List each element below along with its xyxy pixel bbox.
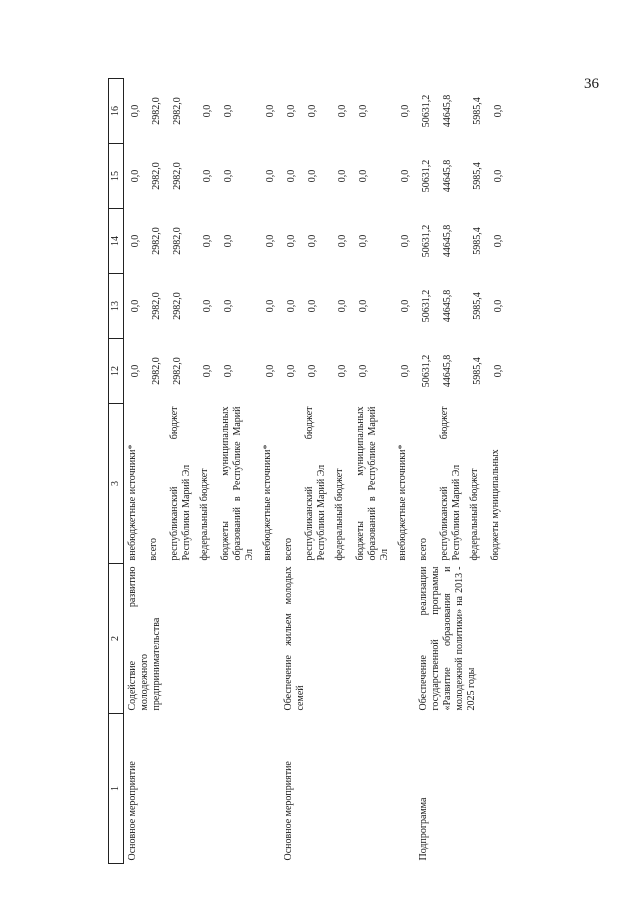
value-cell-col-14: 0,0	[223, 234, 234, 248]
value-cell-col-14: 2982,0	[172, 227, 183, 255]
header-row	[109, 79, 124, 864]
value-cell-col-16: 0,0	[202, 104, 213, 118]
value-cell-col-14: 0,0	[400, 234, 411, 248]
column-header-1: 1	[109, 714, 124, 864]
value-cell-col-14: 0,0	[493, 234, 504, 248]
page-number: 36	[584, 76, 599, 92]
value-cell-col-12: 2982,0	[172, 357, 183, 385]
value-cell-col-12: 0,0	[286, 364, 297, 378]
value-cell-col-14: 0,0	[337, 234, 348, 248]
value-cell-col-12: 2982,0	[151, 357, 162, 385]
value-cell-col-14: 0,0	[286, 234, 297, 248]
funding-source: бюджеты муниципальных	[490, 449, 501, 561]
rotated-table-container	[108, 79, 603, 864]
column-header-12: 12	[109, 339, 124, 404]
value-cell-col-13: 0,0	[400, 299, 411, 313]
value-cell-col-16: 0,0	[223, 104, 234, 118]
funding-source: федеральный бюджет	[199, 468, 210, 561]
value-cell-col-12: 44645,8	[442, 354, 453, 388]
value-cell-col-12: 50631,2	[421, 354, 432, 388]
value-cell-col-12: 0,0	[337, 364, 348, 378]
value-cell-col-14: 2982,0	[151, 227, 162, 255]
column-header-14: 14	[109, 209, 124, 274]
value-cell-col-15: 50631,2	[421, 159, 432, 193]
value-cell-col-14: 44645,8	[442, 224, 453, 258]
budget-table	[108, 78, 508, 864]
funding-source: внебюджетные источники*	[127, 444, 138, 561]
funding-source: федеральный бюджет	[334, 468, 345, 561]
value-cell-col-12: 0,0	[400, 364, 411, 378]
table-row	[415, 79, 436, 864]
value-cell-col-16: 2982,0	[172, 97, 183, 125]
funding-source: внебюджетные источники*	[262, 444, 273, 561]
column-header-16: 16	[109, 79, 124, 144]
value-cell-col-13: 0,0	[286, 299, 297, 313]
value-cell-col-12: 0,0	[202, 364, 213, 378]
value-cell-col-12: 0,0	[265, 364, 276, 378]
table-body	[124, 79, 509, 864]
value-cell-col-16: 5985,4	[472, 97, 483, 125]
value-cell-col-15: 0,0	[265, 169, 276, 183]
value-cell-col-15: 0,0	[358, 169, 369, 183]
column-header-3: 3	[109, 404, 124, 564]
value-cell-col-13: 2982,0	[172, 292, 183, 320]
value-cell-col-13: 0,0	[337, 299, 348, 313]
value-cell-col-16: 50631,2	[421, 94, 432, 128]
funding-source: внебюджетные источники*	[397, 444, 408, 561]
value-cell-col-15: 0,0	[286, 169, 297, 183]
value-cell-col-12: 0,0	[130, 364, 141, 378]
value-cell-col-14: 0,0	[130, 234, 141, 248]
funding-source: республиканский бюджет Республики Марий Эл	[439, 406, 462, 561]
funding-source: бюджеты муниципальных образований в Республике Марий Эл	[220, 406, 255, 561]
value-cell-col-14: 0,0	[358, 234, 369, 248]
value-cell-col-14: 0,0	[265, 234, 276, 248]
value-cell-col-13: 5985,4	[472, 292, 483, 320]
activity-type: Основное мероприятие	[127, 761, 138, 861]
value-cell-col-12: 0,0	[493, 364, 504, 378]
funding-source: республиканский бюджет Республики Марий Эл	[169, 406, 192, 561]
value-cell-col-12: 0,0	[307, 364, 318, 378]
value-cell-col-16: 44645,8	[442, 94, 453, 128]
value-cell-col-16: 0,0	[400, 104, 411, 118]
value-cell-col-13: 50631,2	[421, 289, 432, 323]
value-cell-col-15: 0,0	[307, 169, 318, 183]
value-cell-col-13: 0,0	[265, 299, 276, 313]
value-cell-col-13: 44645,8	[442, 289, 453, 323]
value-cell-col-15: 0,0	[400, 169, 411, 183]
activity-name: Содействие развитию молодежного предпринимательства	[127, 566, 162, 711]
funding-source: бюджеты муниципальных образований в Республике Марий Эл	[355, 406, 390, 561]
value-cell-col-15: 0,0	[223, 169, 234, 183]
funding-source: всего	[418, 537, 429, 561]
value-cell-col-15: 44645,8	[442, 159, 453, 193]
column-header-2: 2	[109, 564, 124, 714]
value-cell-col-14: 0,0	[202, 234, 213, 248]
value-cell-col-12: 0,0	[358, 364, 369, 378]
value-cell-col-16: 0,0	[265, 104, 276, 118]
value-cell-col-13: 0,0	[493, 299, 504, 313]
activity-type: Основное мероприятие	[283, 761, 294, 861]
activity-name: Обеспечение жильем молодых семей	[283, 566, 306, 711]
value-cell-col-16: 0,0	[358, 104, 369, 118]
value-cell-col-14: 0,0	[307, 234, 318, 248]
value-cell-col-15: 2982,0	[151, 162, 162, 190]
value-cell-col-15: 0,0	[130, 169, 141, 183]
value-cell-col-16: 0,0	[307, 104, 318, 118]
activity-type: Подпрограмма	[418, 797, 429, 861]
value-cell-col-16: 0,0	[130, 104, 141, 118]
activity-name: Обеспечение реализации государственной программы «Развитие образования и молодежной политики» на 2013 - 2025 годы	[418, 566, 477, 711]
funding-source: республиканский бюджет Республики Марий Эл	[304, 406, 327, 561]
value-cell-col-15: 2982,0	[172, 162, 183, 190]
value-cell-col-16: 2982,0	[151, 97, 162, 125]
value-cell-col-15: 0,0	[337, 169, 348, 183]
funding-source: федеральный бюджет	[469, 468, 480, 561]
value-cell-col-14: 5985,4	[472, 227, 483, 255]
value-cell-col-13: 0,0	[358, 299, 369, 313]
value-cell-col-13: 0,0	[223, 299, 234, 313]
value-cell-col-12: 0,0	[223, 364, 234, 378]
value-cell-col-14: 50631,2	[421, 224, 432, 258]
table-row	[124, 79, 146, 864]
funding-source: всего	[283, 537, 294, 561]
value-cell-col-15: 0,0	[202, 169, 213, 183]
column-header-15: 15	[109, 144, 124, 209]
value-cell-col-13: 2982,0	[151, 292, 162, 320]
value-cell-col-13: 0,0	[202, 299, 213, 313]
value-cell-col-13: 0,0	[307, 299, 318, 313]
table-row	[280, 79, 301, 864]
value-cell-col-16: 0,0	[337, 104, 348, 118]
column-header-13: 13	[109, 274, 124, 339]
funding-source: всего	[148, 537, 159, 561]
value-cell-col-15: 0,0	[493, 169, 504, 183]
value-cell-col-16: 0,0	[493, 104, 504, 118]
value-cell-col-16: 0,0	[286, 104, 297, 118]
value-cell-col-12: 5985,4	[472, 357, 483, 385]
value-cell-col-13: 0,0	[130, 299, 141, 313]
value-cell-col-15: 5985,4	[472, 162, 483, 190]
